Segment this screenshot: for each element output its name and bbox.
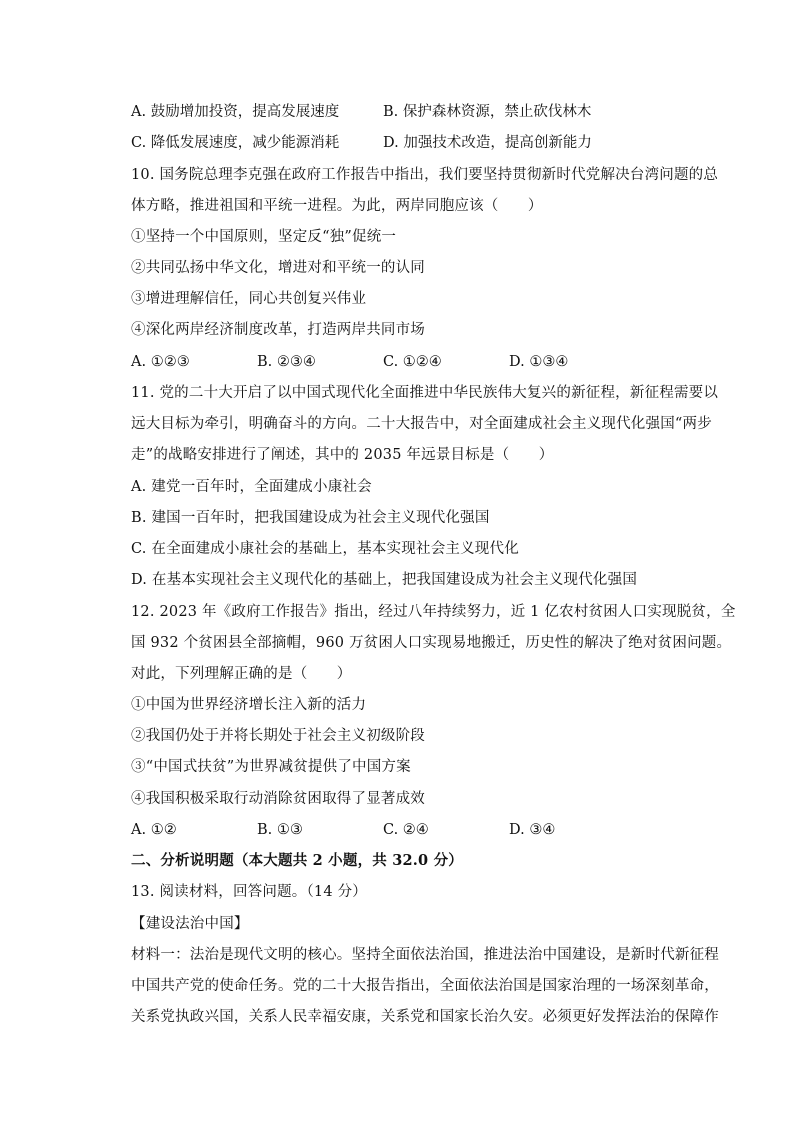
q12-item-2: ②我国仍处于并将长期处于社会主义初级阶段 bbox=[131, 728, 425, 744]
section-2-title: 二、分析说明题（本大题共 2 小题，共 32.0 分） bbox=[131, 852, 463, 869]
q10-option-c: C. ①②④ bbox=[383, 354, 442, 370]
q12-stem-line2: 国 932 个贫困县全部摘帽，960 万贫困人口实现易地搬迁，历史性的解决了绝对贫困问题。 bbox=[131, 635, 732, 651]
q13-material-line3: 关系党执政兴国，关系人民幸福安康，关系党和国家长治久安。必须更好发挥法治的保障作 bbox=[131, 1009, 719, 1025]
q12-option-c: C. ②④ bbox=[383, 822, 429, 838]
q9-option-c: C. 降低发展速度，减少能源消耗 bbox=[131, 135, 340, 151]
q11-option-b: B. 建国一百年时，把我国建设成为社会主义现代化强国 bbox=[131, 510, 490, 526]
q11-option-a: A. 建党一百年时，全面建成小康社会 bbox=[131, 479, 372, 495]
q12-item-4: ④我国积极采取行动消除贫困取得了显著成效 bbox=[131, 791, 425, 807]
q12-option-a: A. ①② bbox=[131, 822, 177, 838]
q11-stem-line1: 11. 党的二十大开启了以中国式现代化全面推进中华民族伟大复兴的新征程，新征程需要以 bbox=[131, 385, 719, 401]
q10-stem-line2: 体方略，推进祖国和平统一进程。为此，两岸同胞应该（ ） bbox=[131, 198, 543, 214]
q10-option-b: B. ②③④ bbox=[257, 354, 316, 370]
q12-item-1: ①中国为世界经济增长注入新的活力 bbox=[131, 697, 367, 713]
q11-stem-line3: 走”的战略安排进行了阐述，其中的 2035 年远景目标是（ ） bbox=[131, 447, 554, 463]
q10-item-2: ②共同弘扬中华文化，增进对和平统一的认同 bbox=[131, 260, 425, 276]
q12-stem-line3: 对此，下列理解正确的是（ ） bbox=[131, 666, 352, 682]
q10-option-a: A. ①②③ bbox=[131, 354, 190, 370]
q11-option-d: D. 在基本实现社会主义现代化的基础上，把我国建设成为社会主义现代化强国 bbox=[131, 572, 638, 588]
q12-item-3: ③“中国式扶贫”为世界减贫提供了中国方案 bbox=[131, 759, 411, 775]
q10-item-3: ③增进理解信任，同心共创复兴伟业 bbox=[131, 291, 367, 307]
q10-option-d: D. ①③④ bbox=[509, 354, 569, 370]
q12-stem-line1: 12. 2023 年《政府工作报告》指出，经过八年持续努力，近 1 亿农村贫困人口实现脱贫，全 bbox=[131, 604, 736, 620]
q10-stem-line1: 10. 国务院总理李克强在政府工作报告中指出，我们要坚持贯彻新时代党解决台湾问题的总 bbox=[131, 167, 719, 183]
q13-material-line2: 中国共产党的使命任务。党的二十大报告指出，全面依法治国是国家治理的一场深刻革命， bbox=[131, 978, 719, 994]
q13-heading: 【建设法治中国】 bbox=[131, 916, 249, 932]
q11-option-c: C. 在全面建成小康社会的基础上，基本实现社会主义现代化 bbox=[131, 541, 519, 557]
q9-option-b: B. 保护森林资源，禁止砍伐林木 bbox=[383, 104, 592, 120]
q10-item-1: ①坚持一个中国原则，坚定反“独”促统一 bbox=[131, 229, 397, 245]
q13-material-line1: 材料一：法治是现代文明的核心。坚持全面依法治国，推进法治中国建设，是新时代新征程 bbox=[131, 947, 719, 963]
q10-item-4: ④深化两岸经济制度改革，打造两岸共同市场 bbox=[131, 322, 425, 338]
q9-option-d: D. 加强技术改造，提高创新能力 bbox=[383, 135, 592, 151]
q12-option-b: B. ①③ bbox=[257, 822, 303, 838]
q11-stem-line2: 远大目标为牵引，明确奋斗的方向。二十大报告中，对全面建成社会主义现代化强国“两步 bbox=[131, 416, 712, 432]
q12-option-d: D. ③④ bbox=[509, 822, 556, 838]
q9-option-a: A. 鼓励增加投资，提高发展速度 bbox=[131, 104, 340, 120]
q13-stem: 13. 阅读材料，回答问题。（14 分） bbox=[131, 884, 367, 900]
